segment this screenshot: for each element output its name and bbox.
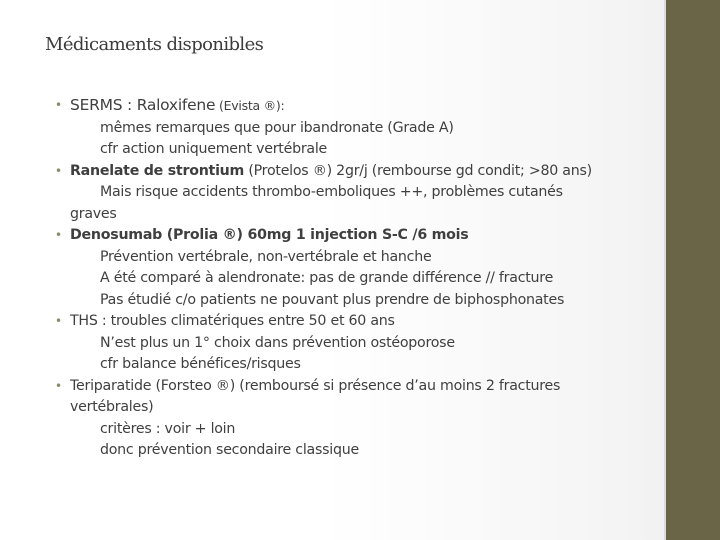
item-sub-line: Prévention vertébrale, non-vertébrale et hanche	[100, 248, 432, 265]
item-sub-line: A été comparé à alendronate: pas de grande différence // fracture	[100, 270, 554, 286]
item-lead-suffix: (Evista ®):	[215, 98, 285, 113]
list-item	[55, 225, 655, 311]
item-lead: Teriparatide (Forsteo ®) (remboursé si présence d’au moins 2 fractures	[70, 377, 561, 394]
item-lead-bold: Ranelate de strontium	[70, 162, 245, 179]
item-sub-line: cfr action uniquement vertébrale	[100, 141, 328, 157]
item-lead: THS : troubles climatériques entre 50 et 60 ans	[70, 313, 395, 329]
item-wrap-line: graves	[70, 205, 117, 222]
list-item	[55, 95, 655, 161]
item-sub-line: cfr balance bénéfices/risques	[100, 356, 301, 372]
bullet-icon: •	[55, 378, 62, 393]
list-item	[55, 376, 655, 462]
list-item	[55, 311, 655, 376]
item-sub-line: mêmes remarques que pour ibandronate (Grade A)	[100, 119, 454, 136]
side-accent-bar	[666, 0, 720, 540]
item-lead: SERMS : Raloxifene	[70, 96, 216, 114]
bullet-icon: •	[55, 163, 62, 178]
item-wrap-line: vertébrales)	[70, 399, 154, 415]
bullet-icon: •	[55, 228, 62, 242]
bullet-icon: •	[55, 98, 62, 112]
item-sub-line: donc prévention secondaire classique	[100, 442, 359, 458]
slide-title: Médicaments disponibles	[45, 34, 264, 55]
slide-content	[55, 95, 655, 462]
item-sub-line: critères : voir + loin	[100, 420, 236, 437]
item-sub-line: N’est plus un 1° choix dans prévention ostéoporose	[100, 334, 455, 351]
list-item	[55, 161, 655, 226]
item-sub-line: Pas étudié c/o patients ne pouvant plus prendre de biphosphonates	[100, 291, 565, 308]
item-lead-rest: (Protelos ®) 2gr/j (rembourse gd condit; >80 ans)	[244, 162, 592, 179]
bullet-icon: •	[55, 314, 62, 328]
item-sub-line: Mais risque accidents thrombo-emboliques ++, problèmes cutanés	[100, 184, 563, 200]
item-lead-bold: Denosumab (Prolia ®) 60mg 1 injection S-C /6 mois	[70, 227, 469, 243]
